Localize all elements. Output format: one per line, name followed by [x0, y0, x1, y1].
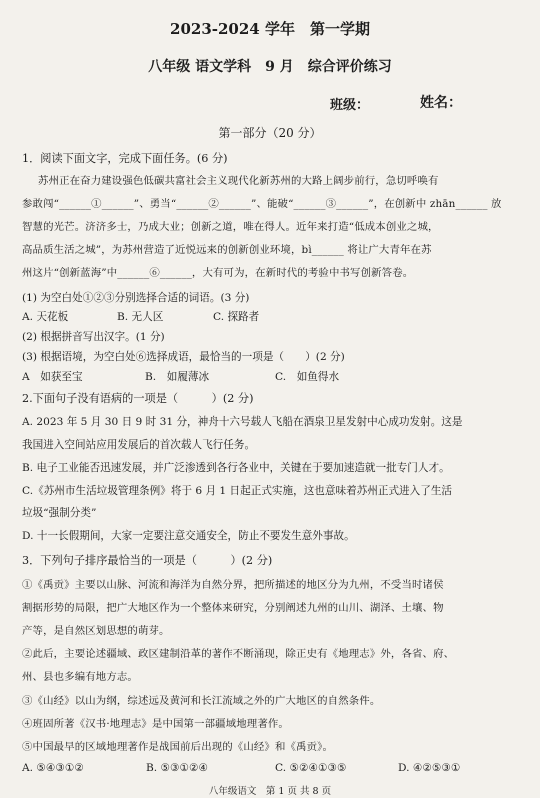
- q3-line: ⑤中国最早的区域地理著作是战国前后出现的《山经》和《禹贡》。: [22, 741, 334, 753]
- q2-line: D. 十一长假期间，大家一定要注意交通安全，防止不要发生意外事故。: [22, 530, 355, 542]
- q1-sub1-option: A. 天花板: [22, 311, 69, 323]
- q1-sub3-option: A 如获至宝: [22, 371, 83, 383]
- q1-sub3-option: B. 如履薄冰: [145, 371, 210, 383]
- class-label: 班级：: [330, 98, 370, 113]
- q3-line: 州、县也多编有地方志。: [22, 671, 138, 683]
- name-label: 姓名：: [420, 95, 462, 111]
- q1-passage-line: 高品质生活之城”，为苏州营造了近悦远来的创新创业环境，bì______ 将让广大青年在苏: [22, 244, 432, 256]
- q3-option: B. ⑤③①②④: [146, 762, 209, 774]
- q1-sub1-option: B. 无人区: [117, 311, 164, 323]
- q1-sub3: (3) 根据语境，为空白处⑥选择成语，最恰当的一项是（ ）(2 分): [22, 351, 345, 363]
- q2-stem: 2.下面句子没有语病的一项是（ ）(2 分): [22, 392, 254, 405]
- q1-passage-line: 智慧的光芒。济济多士，乃成大业；创新之道，唯在得人。近年来打造“低成本创业之城，: [22, 221, 439, 233]
- exam-title: 2023-2024 学年 第一学期: [170, 20, 370, 38]
- part1-title: 第一部分（20 分）: [218, 126, 322, 140]
- q3-line: ②此后，主要论述疆域、政区建制沿革的著作不断涌现，除正史有《地理志》外，各省、府、: [22, 648, 455, 660]
- q2-line: B. 电子工业能否迅速发展，并广泛渗透到各行各业中，关键在于要加速造就一批专门人才。: [22, 462, 450, 474]
- q1-passage-line: 州这片“创新蓝海”中______⑥______，大有可为，在新时代的考验中书写创新答卷。: [22, 267, 414, 279]
- q2-line: 我国进入空间站应用发展后的首次载人飞行任务。: [22, 439, 256, 451]
- q3-option: C. ⑤②④①③⑤: [275, 762, 347, 774]
- q3-line: ③《山经》以山为纲，综述远及黄河和长江流域之外的广大地区的自然条件。: [22, 695, 381, 707]
- q1-sub3-option: C. 如鱼得水: [275, 371, 340, 383]
- q1-sub1-option: C. 探路者: [213, 311, 260, 323]
- q3-stem: 3．下列句子排序最恰当的一项是（ ）(2 分): [22, 554, 273, 567]
- q1-stem: 1．阅读下面文字，完成下面任务。(6 分): [22, 152, 228, 165]
- q2-line: C.《苏州市生活垃圾管理条例》将于 6 月 1 日起正式实施，这也意味着苏州正式进入了生活: [22, 485, 453, 497]
- q3-option: D. ④②⑤③①: [398, 762, 461, 774]
- q1-passage-line: 参敢闯“______①______”、勇当“______②______”、能破“______③______”，在创新中 zhān______ 放: [22, 198, 502, 210]
- q1-sub2: (2) 根据拼音写出汉字。(1 分): [22, 331, 165, 343]
- q2-line: 垃圾“强制分类”: [22, 507, 97, 519]
- q3-line: ④班固所著《汉书·地理志》是中国第一部疆域地理著作。: [22, 718, 289, 730]
- q3-line: 产等，是自然区划思想的萌芽。: [22, 625, 170, 637]
- q2-line: A. 2023 年 5 月 30 日 9 时 31 分，神舟十六号载人飞船在酒泉卫星发射中心成功发射。这是: [22, 416, 463, 428]
- q1-sub1: (1) 为空白处①②③分别选择合适的词语。(3 分): [22, 292, 250, 304]
- q1-passage-line: 苏州正在奋力建设强色低碳共富社会主义现代化新苏州的大路上阔步前行，急切呼唤有: [38, 175, 439, 187]
- page-footer: 八年级语文 第 1 页 共 8 页: [208, 786, 332, 797]
- q3-line: ①《禹贡》主要以山脉、河流和海洋为自然分界，把所描述的地区分为九州，不受当时诸侯: [22, 579, 444, 591]
- q3-option: A. ⑤④③①②: [22, 762, 84, 774]
- q3-line: 割据形势的局限，把广大地区作为一个整体来研究，分别阐述九州的山川、湖泽、土壤、物: [22, 602, 444, 614]
- exam-subtitle: 八年级 语文学科 9 月 综合评价练习: [148, 59, 392, 75]
